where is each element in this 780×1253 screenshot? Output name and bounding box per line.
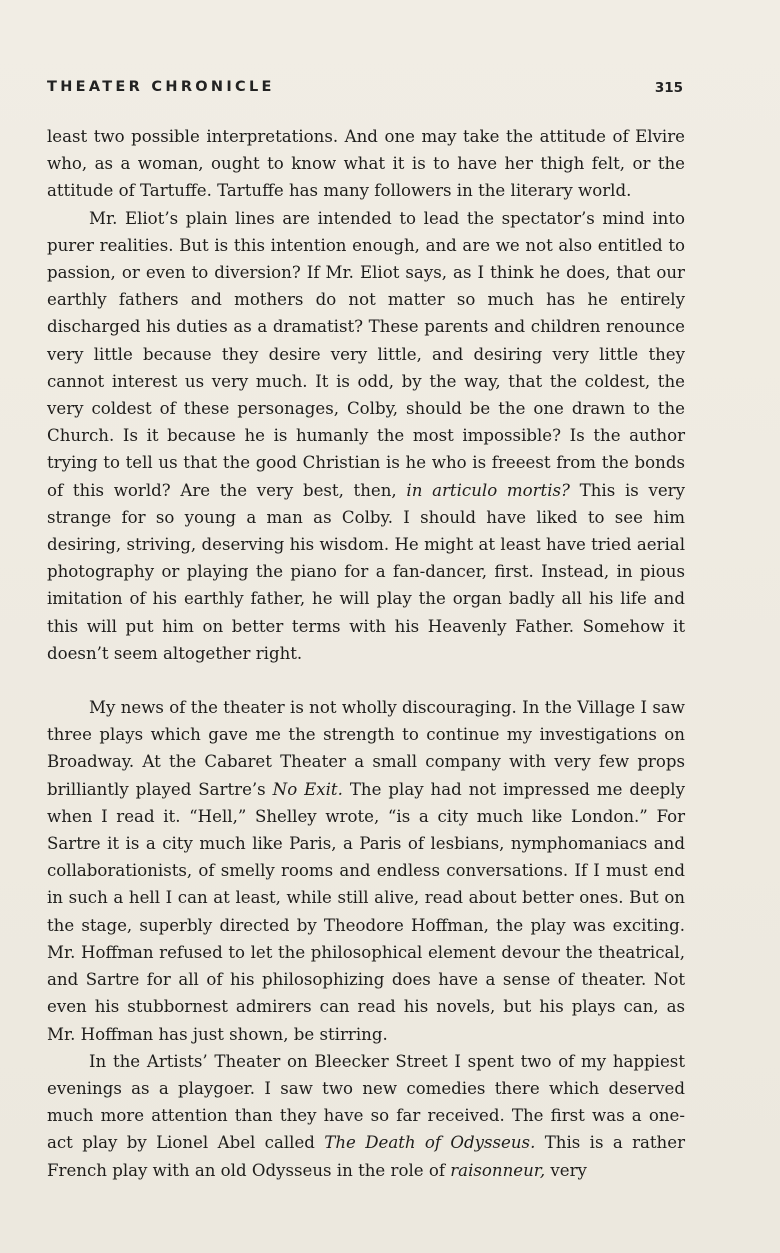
paragraph-text: Mr. Eliot’s plain lines are intended to lead the spectator’s mind into purer realities. But is this intention enough, and are we not also entitled to passion, or even to diversion? If Mr. Eliot says, as I think he does, that our earthly fathers and mothers do not matter so much has he entirely discharged his duties as a dramatist? These parents and children renounce very little because they desire very little, and desiring very little they cannot interest us very much. It is odd, by the way, that the coldest, the very coldest of these personages, Colby, should be the one drawn to the Church. Is it because he is humanly the most impossible? Is the author trying to tell us that the good Christian is he who is freeest from the bonds of this world? Are the very best, then, — [47, 208, 685, 500]
italic-word: raisonneur, — [450, 1160, 546, 1180]
paragraph-continuation — [47, 123, 685, 205]
paragraph-text: In the Artists’ Theater on Bleecker Street I spent two of my happiest evenings as a playgoer. I saw two new comedies there which deserved much more attention than they have so far received. The first was a one-act play by Lionel Abel called — [47, 1051, 685, 1153]
paragraph-text: My news of the theater is not wholly discouraging. In the Village I saw three plays which gave me the strength to continue my investigations on Broadway. At the Cabaret Theater a small company with very few props brilliantly played Sartre’s — [47, 698, 685, 799]
paragraph-text: least two possible interpretations. And one may take the attitude of Elvire who, as a woman, ought to know what it is to have her thigh felt, or the attitude of Tartuffe. Tartuffe has many followers in the literary world. — [47, 127, 685, 201]
paragraph-eliot — [47, 205, 685, 667]
page-number: 315 — [654, 80, 683, 96]
play-title-death-of-odysseus: The Death of Odysseus. — [324, 1133, 536, 1153]
running-head: THEATER CHRONICLE — [47, 79, 275, 95]
paragraph-village — [47, 694, 685, 1048]
paragraph-text: This is very strange for so young a man as Colby. I should have liked to see him desiring, striving, deserving his wisdom. He might at least have tried aerial photography or playing the piano for a fan-dancer, first. Instead, in pious imitation of his earthly father, he will play the organ badly all his life and this will put him on better terms with his Heavenly Father. Somehow it doesn’t seem altogether right. — [47, 480, 685, 663]
body-text — [47, 123, 685, 1184]
paragraph-text: very — [545, 1160, 587, 1180]
paragraph-text: This is a rather French play with an old Odysseus in the role of — [47, 1133, 685, 1180]
italic-phrase: in articulo mortis? — [406, 480, 570, 500]
play-title-no-exit: No Exit. — [272, 779, 343, 799]
paragraph-artists-theater — [47, 1048, 685, 1184]
paragraph-text: The play had not impressed me deeply when I read it. “Hell,” Shelley wrote, “is a city much like London.” For Sartre it is a city much like Paris, a Paris of lesbians, nymphomaniacs and collaborationists, of smelly rooms and endless conversations. If I must end in such a hell I can at least, while still alive, read about better ones. But on the stage, superbly directed by Theodore Hoffman, the play was exciting. Mr. Hoffman refused to let the philosophical element devour the theatrical, and Sartre for all of his philosophizing does have a sense of theater. Not even his stubbornest admirers can read his novels, but his plays can, as Mr. Hoffman has just shown, be stirring. — [47, 779, 685, 1044]
